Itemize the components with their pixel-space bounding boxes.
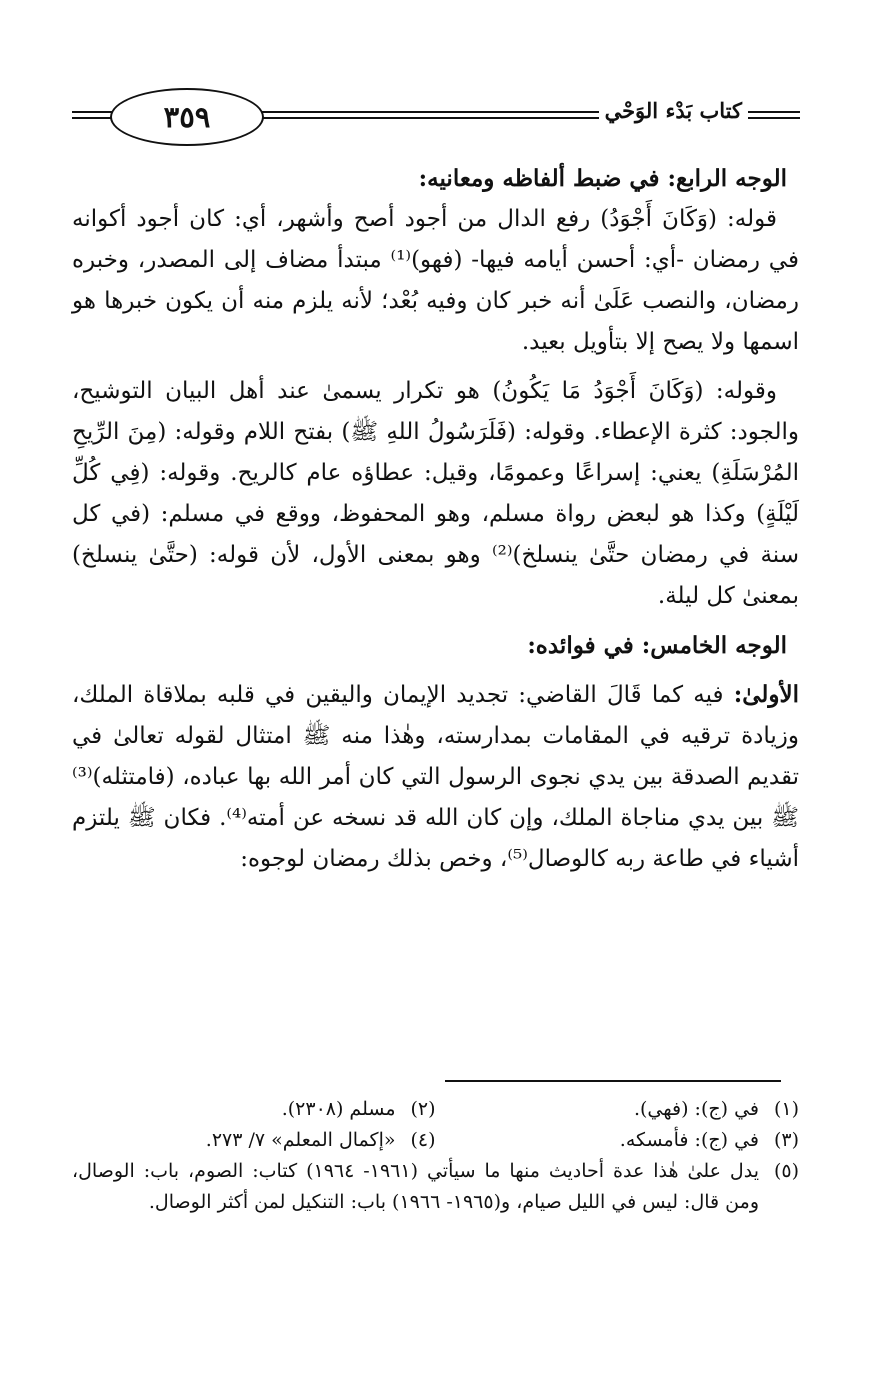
footnote-text: «إكمال المعلم» ٧/ ٢٧٣. [205,1129,396,1151]
book-title: كتاب بَدْء الوَحْي [599,98,748,123]
footnote-3 [436,1125,800,1156]
footnote-text: في (ج): فأمسكه. [619,1129,759,1151]
footnote-4 [72,1125,436,1156]
paragraph-3-text: فيه كما قَالَ القاضي: تجديد الإيمان واليقين في قلبه بملاقاة الملك، وزيادة ترقيه في المقامات بمدارسته، وهٰذا منه ﷺ امتثال لقوله تعالىٰ في تقديم الصدقة بين يدي نجوى الرسول التي كان أمر الله بها عباده، (فامتثله)⁽³⁾ ﷺ بين يدي مناجاة الملك، وإن كان الله قد نسخه عن أمته⁽⁴⁾. فكان ﷺ يلتزم أشياء في طاعة ربه كالوصال⁽⁵⁾، وخص بذلك رمضان لوجوه: [72,682,799,872]
page-number-badge [110,88,264,146]
footnote-number: (٥) [773,1160,799,1182]
footnote-1 [436,1094,800,1125]
paragraph-2: وقوله: (وَكَانَ أَجْوَدُ مَا يَكُونُ) هو تكرار يسمىٰ عند أهل البيان التوشيح، والجود: كثرة الإعطاء. وقوله: (فَلَرَسُولُ اللهِ ﷺ) بفتح اللام وقوله: (مِنَ الرِّيحِ المُرْسَلَةِ) يعني: إسراعًا وعمومًا، وقيل: عطاؤه عام كالريح. وقوله: (فِي كُلِّ لَيْلَةٍ) وكذا هو لبعض رواة مسلم، وهو المحفوظ، ووقع في مسلم: (في كل سنة في رمضان حتَّىٰ ينسلخ)⁽²⁾ وهو بمعنى الأول، لأن قوله: (حتَّىٰ ينسلخ) بمعنىٰ كل ليلة. [72,378,799,609]
footnotes [72,1094,799,1218]
footnote-text: مسلم (٢٣٠٨). [281,1098,396,1120]
page-header [72,86,800,146]
footnote-number: (٤) [410,1129,436,1151]
main-text [72,158,799,880]
paragraph-1: قوله: (وَكَانَ أَجْوَدُ) رفع الدال من أجود أصح وأشهر، أي: كان أجود أكوانه في رمضان -أي: أحسن أيامه فيها- (فهو)⁽¹⁾ مبتدأ مضاف إلى المصدر، وخبره رمضان، والنصب عَلَىٰ أنه خبر كان وفيه بُعْد؛ لأنه يلزم منه أن يكون خبرها هو اسمها ولا يصح إلا بتأويل بعيد. [72,206,799,355]
footnote-separator [445,1080,781,1082]
footnote-number: (١) [773,1098,799,1120]
footnote-text: في (ج): (فهي). [633,1098,759,1120]
footnote-text: يدل علىٰ هٰذا عدة أحاديث منها ما سيأتي (١٩٦١- ١٩٦٤) كتاب: الصوم، باب: الوصال، ومن قال: ليس في الليل صيام، و(١٩٦٥- ١٩٦٦) باب: التنكيل لمن أكثر الوصال. [72,1160,759,1213]
section-heading-4: الوجه الرابع: في ضبط ألفاظه ومعانيه: [418,165,787,192]
footnote-row [72,1125,799,1156]
footnote-5 [72,1156,799,1218]
paragraph-3-lead: الأولىٰ: [733,681,799,708]
page-number: ٣٥٩ [163,100,211,134]
footnote-number: (٢) [410,1098,436,1120]
paragraph-3 [72,674,799,880]
footnote-row [72,1094,799,1125]
section-heading-5: الوجه الخامس: في فوائده: [527,632,787,659]
footnote-number: (٣) [773,1129,799,1151]
footnote-2 [72,1094,436,1125]
